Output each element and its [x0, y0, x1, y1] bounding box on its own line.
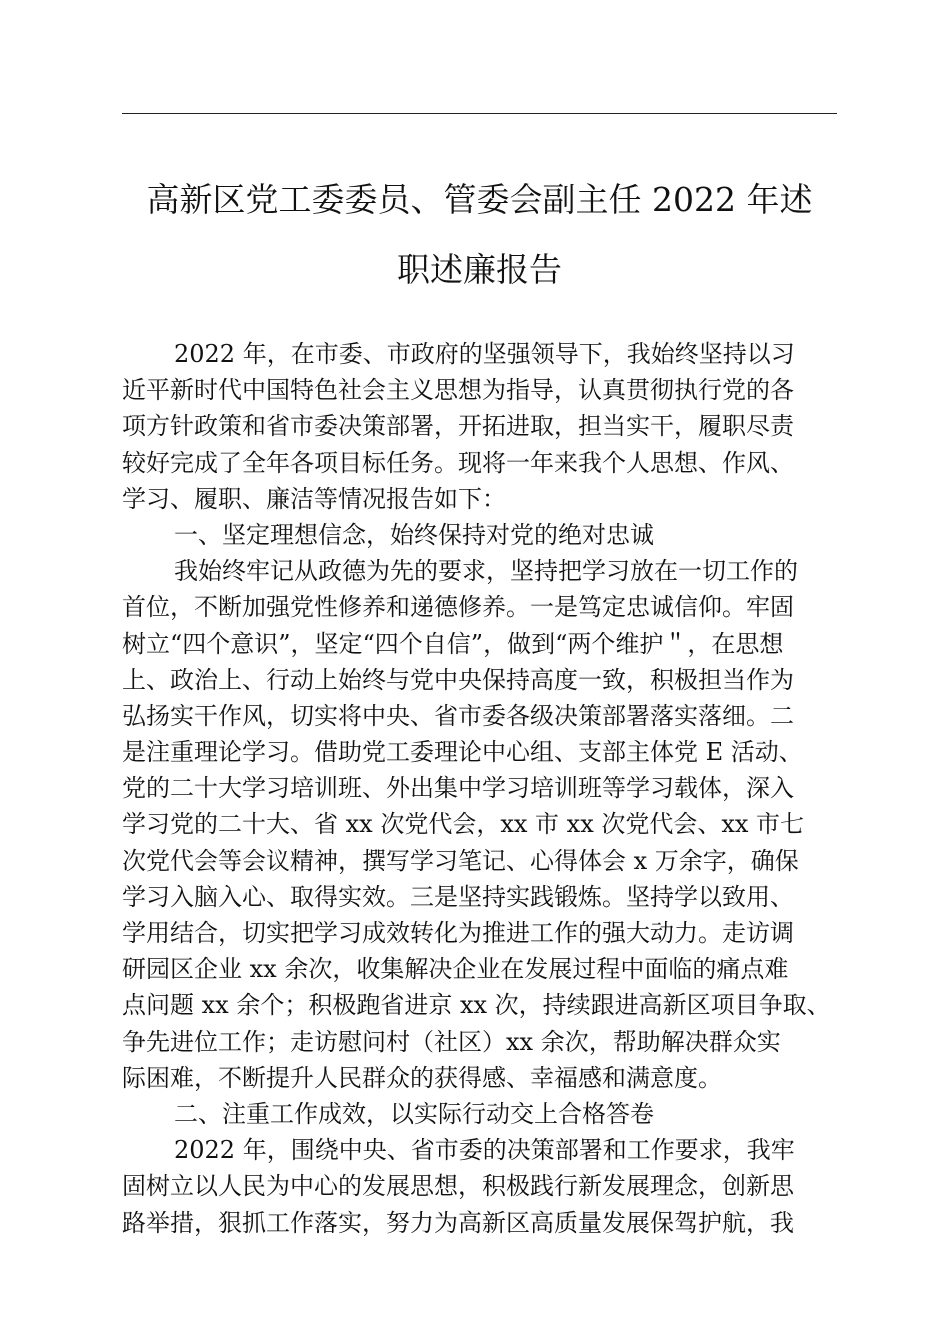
- paragraph-line: 际困难，不断提升人民群众的获得感、幸福感和满意度。: [122, 1063, 722, 1092]
- section-heading: 二、注重工作成效，以实际行动交上合格答卷: [174, 1099, 654, 1128]
- paragraph-line: 学习、履职、廉洁等情况报告如下：: [122, 484, 506, 513]
- paragraph-line: 较好完成了全年各项目标任务。现将一年来我个人思想、作风、: [122, 448, 794, 477]
- paragraph-line: 研园区企业 xx 余次，收集解决企业在发展过程中面临的痛点难: [122, 955, 789, 984]
- paragraph-line: 点问题 xx 余个；积极跑省进京 xx 次，持续跟进高新区项目争取、: [122, 991, 831, 1020]
- paragraph-line: 我始终牢记从政德为先的要求，坚持把学习放在一切工作的: [174, 557, 798, 586]
- document-title-line-2: 职述廉报告: [397, 250, 562, 289]
- paragraph-line: 首位，不断加强党性修养和递德修养。一是笃定忠诚信仰。牢固: [122, 593, 794, 622]
- paragraph-line: 2022 年，在市委、市政府的坚强领导下，我始终坚持以习: [174, 340, 795, 368]
- paragraph-line: 学习党的二十大、省 xx 次党代会，xx 市 xx 次党代会、xx 市七: [122, 810, 805, 839]
- paragraph-line: 学用结合，切实把学习成效转化为推进工作的强大动力。走访调: [122, 919, 794, 947]
- paragraph-line: 树立“四个意识”，坚定“四个自信”，做到“两个维护＂，在思想: [122, 629, 784, 658]
- paragraph-line: 项方针政策和省市委决策部署，开拓进取，担当实干，履职尽责: [122, 412, 794, 441]
- paragraph-line: 近平新时代中国特色社会主义思想为指导，认真贯彻执行党的各: [122, 376, 794, 405]
- paragraph-line: 上、政治上、行动上始终与党中央保持高度一致，积极担当作为: [122, 665, 794, 694]
- paragraph-line: 争先进位工作；走访慰问村（社区）xx 余次，帮助解决群众实: [122, 1027, 781, 1056]
- paragraph-line: 2022 年，围绕中央、省市委的决策部署和工作要求，我牢: [174, 1136, 795, 1165]
- paragraph-line: 路举措，狠抓工作落实，努力为高新区高质量发展保驾护航，我: [122, 1208, 794, 1237]
- paragraph-line: 党的二十大学习培训班、外出集中学习培训班等学习载体，深入: [122, 774, 794, 803]
- paragraph-line: 弘扬实干作风，切实将中央、省市委各级决策部署落实落细。二: [122, 701, 794, 730]
- document-body: [122, 336, 862, 1241]
- paragraph-line: 次党代会等会议精神，撰写学习笔记、心得体会 x 万余字，确保: [122, 846, 799, 875]
- header-divider: [122, 113, 837, 114]
- paragraph-line: 是注重理论学习。借助党工委理论中心组、支部主体党 E 活动、: [122, 738, 803, 767]
- paragraph-line: 学习入脑入心、取得实效。三是坚持实践锻炼。坚持学以致用、: [122, 882, 794, 911]
- document-title-line-1: 高新区党工委委员、管委会副主任 2022 年述: [146, 180, 813, 219]
- section-heading: 一、坚定理想信念，始终保持对党的绝对忠诚: [174, 520, 654, 549]
- paragraph-line: 固树立以人民为中心的发展思想，积极践行新发展理念，创新思: [122, 1172, 794, 1201]
